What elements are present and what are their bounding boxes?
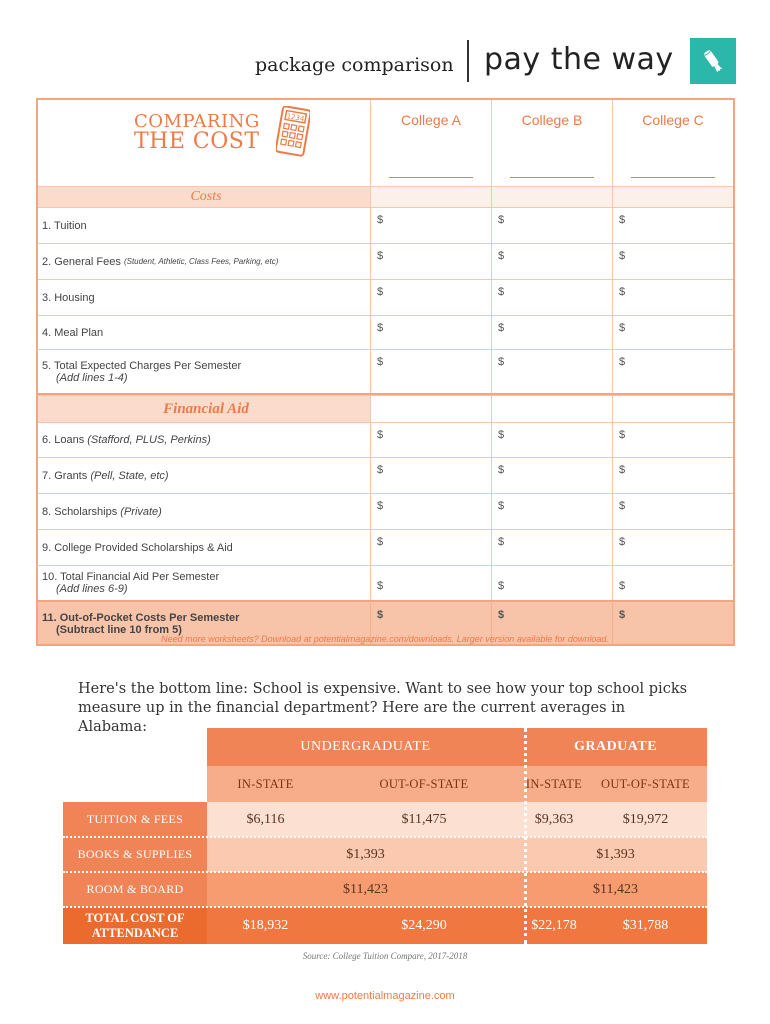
header-subtitle: package comparison: [255, 54, 454, 76]
value-cell: $9,363: [524, 802, 584, 837]
intro-paragraph: Here's the bottom line: School is expensive. Want to see how your top school picks measure up in the financial department? Here are the current averages in Alabama:: [78, 681, 688, 735]
costs-heading: Costs: [38, 187, 371, 207]
worksheet-row-total-charges: [36, 349, 735, 395]
worksheet-row-general-fees: [38, 243, 733, 279]
row-label-note: (Private): [120, 505, 162, 518]
college-c-column: [613, 100, 733, 186]
worksheet-footnote: Need more worksheets? Download at potentialmagazine.com/downloads. Larger version available for download.: [161, 634, 609, 644]
column-header: IN-STATE: [207, 766, 324, 802]
row-label-note: (Stafford, PLUS, Perkins): [87, 434, 211, 446]
amount-cell[interactable]: $: [619, 429, 626, 441]
column-header: OUT-OF-STATE: [324, 766, 524, 802]
row-label: [38, 350, 371, 393]
header-badge: [690, 38, 736, 84]
worksheet-title-line2: THE COST: [134, 129, 260, 154]
costs-heading-row: [38, 186, 733, 207]
amount-cell[interactable]: $: [492, 566, 613, 600]
amount-cell[interactable]: $: [492, 316, 613, 349]
source-note: Source: College Tuition Compare, 2017-2018: [302, 951, 468, 961]
worksheet-row-housing: [38, 279, 733, 315]
worksheet-row-loans: [38, 422, 733, 457]
row-divider: [63, 836, 707, 838]
college-a-name: College A: [401, 112, 461, 128]
amount-cell[interactable]: $: [492, 530, 613, 565]
value-cell: $18,932: [207, 907, 324, 944]
college-b-name-line[interactable]: [510, 177, 594, 178]
amount-cell[interactable]: $: [619, 580, 626, 592]
column-header: OUT-OF-STATE: [584, 766, 707, 802]
row-label-total-cost: TOTAL COST OF ATTENDANCE: [63, 907, 207, 944]
worksheet-row-tuition: [38, 207, 733, 243]
amount-cell[interactable]: $: [492, 603, 613, 644]
amount-cell[interactable]: $: [619, 286, 626, 298]
worksheet-row-grants: [38, 457, 733, 493]
worksheet-header-row: [38, 100, 733, 186]
row-label-note: (Subtract line 10 from 5): [56, 623, 182, 636]
college-c-name-line[interactable]: [631, 177, 715, 178]
row-label-note: (Student, Athletic, Class Fees, Parking, etc): [123, 257, 279, 266]
row-label: [38, 494, 371, 529]
diploma-icon: [698, 46, 728, 76]
value-cell: $1,393: [207, 837, 524, 872]
worksheet-title: [134, 112, 260, 152]
amount-cell[interactable]: $: [492, 208, 613, 243]
averages-table: [63, 728, 707, 944]
row-divider: [63, 871, 707, 873]
amount-cell[interactable]: $: [371, 208, 492, 243]
amount-cell[interactable]: $: [371, 494, 492, 529]
amount-cell[interactable]: $: [371, 423, 492, 457]
row-label-books-supplies: BOOKS & SUPPLIES: [63, 837, 207, 872]
row-label: [38, 458, 371, 493]
calculator-icon: [276, 106, 310, 158]
college-b-name: College B: [521, 112, 583, 128]
worksheet-row-college-aid: [38, 529, 733, 565]
row-label-text: 11. Out-of-Pocket Costs Per Semester: [42, 611, 240, 624]
worksheet-title-line1: COMPARING: [134, 111, 260, 132]
value-cell: $31,788: [584, 907, 707, 944]
value-cell: $19,972: [584, 802, 707, 837]
row-label-text: 6. Loans: [42, 434, 85, 446]
calculator-display: 1234: [286, 112, 305, 124]
row-divider: [63, 906, 707, 908]
row-label-note: (Add lines 6-9): [56, 583, 128, 595]
worksheet-title-cell: [38, 100, 371, 186]
amount-cell[interactable]: $: [492, 494, 613, 529]
amount-cell[interactable]: $: [492, 458, 613, 493]
amount-cell[interactable]: $: [619, 464, 626, 476]
value-cell: $11,475: [324, 802, 524, 837]
row-label: 4. Meal Plan: [38, 316, 371, 349]
row-label-text: 2. General Fees: [42, 255, 121, 268]
amount-cell[interactable]: $: [619, 609, 626, 621]
value-cell: $1,393: [524, 837, 707, 872]
financial-aid-heading-row: [38, 395, 733, 422]
amount-cell[interactable]: $: [492, 423, 613, 457]
amount-cell[interactable]: $: [619, 356, 626, 368]
value-cell: $24,290: [324, 907, 524, 944]
amount-cell[interactable]: $: [371, 603, 492, 644]
undergraduate-header: UNDERGRADUATE: [207, 728, 524, 766]
amount-cell[interactable]: $: [619, 536, 626, 548]
college-a-column: [371, 100, 492, 186]
value-cell: $6,116: [207, 802, 324, 837]
cost-worksheet: [36, 98, 735, 646]
row-label: [38, 566, 371, 600]
amount-cell[interactable]: $: [619, 214, 626, 226]
amount-cell[interactable]: $: [492, 280, 613, 315]
column-header: IN-STATE: [524, 766, 584, 802]
amount-cell[interactable]: $: [371, 316, 492, 349]
value-cell: $11,423: [207, 872, 524, 907]
row-label-text: 7. Grants: [42, 469, 88, 482]
value-cell: $22,178: [524, 907, 584, 944]
amount-cell[interactable]: $: [619, 322, 626, 334]
row-label: 9. College Provided Scholarships & Aid: [38, 530, 371, 565]
row-label-room-board: ROOM & BOARD: [63, 872, 207, 907]
row-label: [38, 244, 371, 279]
amount-cell[interactable]: $: [371, 530, 492, 565]
amount-cell[interactable]: $: [492, 350, 613, 393]
amount-cell[interactable]: $: [371, 566, 492, 600]
worksheet-row-scholarships: [38, 493, 733, 529]
college-a-name-line[interactable]: [389, 177, 473, 178]
row-label: [38, 423, 371, 457]
header-title: pay the way: [484, 42, 674, 77]
website-link[interactable]: www.potentialmagazine.com: [315, 990, 455, 1002]
amount-cell[interactable]: $: [619, 250, 626, 262]
row-label-text: 8. Scholarships: [42, 505, 118, 518]
amount-cell[interactable]: $: [371, 280, 492, 315]
column-divider: [524, 728, 527, 944]
graduate-header: GRADUATE: [524, 728, 707, 766]
row-label-text: 10. Total Financial Aid Per Semester: [42, 571, 220, 583]
row-label-note: (Pell, State, etc): [90, 469, 169, 482]
row-label: 3. Housing: [38, 280, 371, 315]
row-label-tuition-fees: TUITION & FEES: [63, 802, 207, 837]
amount-cell[interactable]: $: [371, 350, 492, 393]
amount-cell[interactable]: $: [619, 500, 626, 512]
worksheet-row-total-aid: [36, 565, 735, 602]
amount-cell[interactable]: $: [492, 244, 613, 279]
row-label-text: 5. Total Expected Charges Per Semester: [42, 359, 242, 372]
worksheet-row-meal-plan: [38, 315, 733, 349]
financial-aid-heading: Financial Aid: [38, 396, 371, 422]
amount-cell[interactable]: $: [371, 244, 492, 279]
value-cell: $11,423: [524, 872, 707, 907]
amount-cell[interactable]: $: [371, 458, 492, 493]
row-label-note: (Add lines 1-4): [56, 371, 128, 384]
college-b-column: [492, 100, 613, 186]
header-divider: [467, 40, 469, 82]
row-label: 1. Tuition: [38, 208, 371, 243]
college-c-name: College C: [642, 112, 704, 128]
